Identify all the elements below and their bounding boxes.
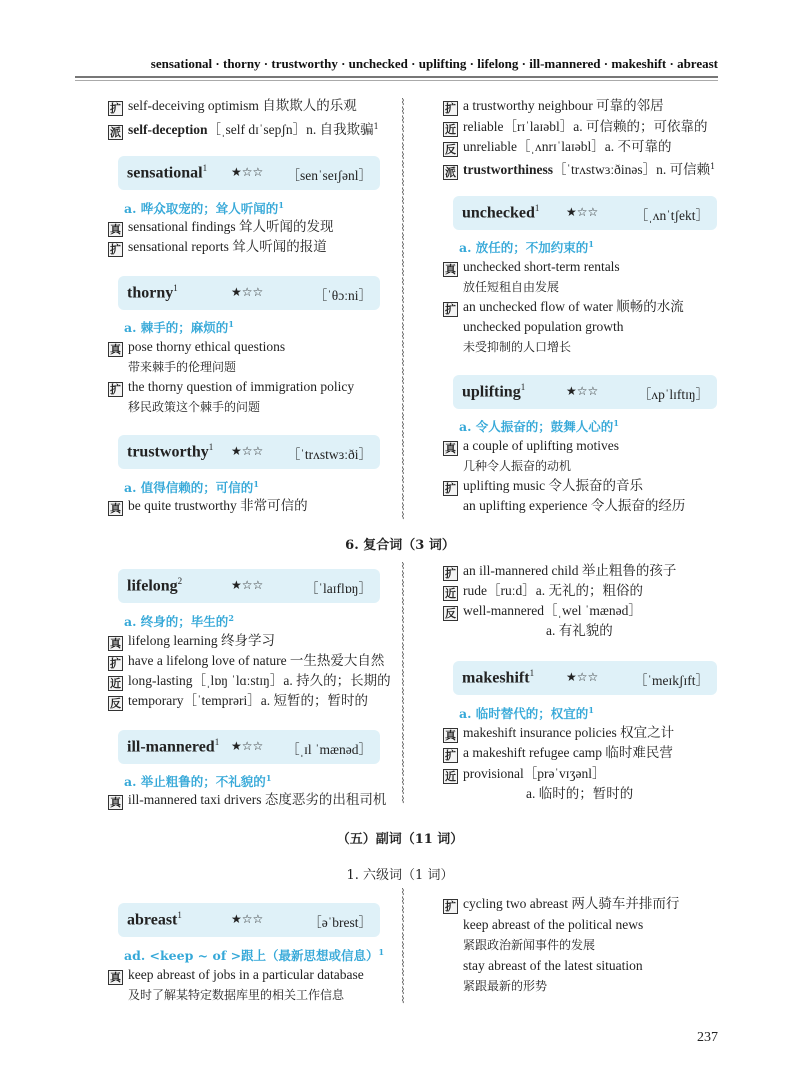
list-item: 真 be quite trustworthy 非常可信的	[110, 498, 308, 515]
list-item: 及时了解某特定数据库里的相关工作信息	[128, 988, 345, 1002]
list-item: 派 trustworthiness［ˈtrʌstwɜːðinəs］n. 可信赖$^1$	[445, 162, 716, 180]
tag-derived: 派	[110, 126, 121, 140]
sense-definition: a. 值得信赖的；可信的$^1$	[124, 478, 259, 495]
sense-definition: a. 放任的；不加约束的$^1$	[459, 238, 594, 255]
phonetic: ［ˈθɔːni］	[313, 288, 372, 303]
star-rating: ★☆☆	[566, 384, 599, 398]
list-item: 扩 an ill-mannered child 举止粗鲁的孩子	[445, 563, 677, 580]
entry-uplifting	[453, 375, 717, 409]
star-rating: ★☆☆	[231, 444, 264, 458]
list-item: a. 临时的；暂时的	[526, 786, 634, 801]
list-item: 扩 a makeshift refugee camp 临时难民营	[445, 745, 673, 762]
phonetic: ［ʌpˈlɪftɪŋ］	[637, 387, 709, 402]
list-item: 真 ill-mannered taxi drivers 态度恶劣的出租司机	[110, 792, 387, 809]
list-item: unchecked population growth	[463, 319, 624, 334]
star-rating: ★☆☆	[231, 165, 264, 179]
headword: lifelong$^2$	[127, 576, 183, 595]
header-rule-thin	[75, 80, 718, 81]
list-item: 近 reliable［rɪˈlaɪəbl］a. 可信赖的；可依靠的	[445, 119, 708, 136]
section-heading-adverb: （五）副词（11 词）	[336, 832, 464, 847]
list-item: 派 self-deception［ˌself dɪˈsepʃn］n. 自我欺骗$^1$	[110, 122, 379, 140]
tag-ext: 扩	[110, 102, 121, 115]
star-rating: ★☆☆	[231, 285, 264, 299]
sense-definition: a. 临时替代的；权宜的$^1$	[459, 704, 594, 721]
list-item: 反 well-mannered［ˌwel ˈmænəd］	[445, 603, 642, 620]
list-item: 近 provisional［prəˈvɪʒənl］	[445, 766, 606, 783]
list-item: 真 a couple of uplifting motives	[445, 438, 619, 455]
list-item: 带来棘手的伦理问题	[128, 360, 237, 374]
sense-definition: a. 棘手的；麻烦的$^1$	[124, 318, 234, 335]
list-item: stay abreast of the latest situation	[463, 958, 643, 973]
list-item: a. 有礼貌的	[546, 623, 613, 638]
star-rating: ★☆☆	[231, 578, 264, 592]
sense-definition: a. 终身的；毕生的$^2$	[124, 612, 234, 629]
list-item: 紧跟最新的形势	[463, 979, 548, 993]
star-rating: ★☆☆	[231, 739, 264, 753]
list-item: keep abreast of the political news	[463, 917, 644, 932]
star-rating: ★☆☆	[566, 205, 599, 219]
list-item: 真 keep abreast of jobs in a particular database	[110, 967, 364, 984]
list-item: 真 unchecked short-term rentals	[445, 259, 620, 276]
list-item: 反 unreliable［ˌʌnrɪˈlaɪəbl］a. 不可靠的	[445, 139, 672, 156]
headword: trustworthy$^1$	[127, 442, 214, 461]
list-item: 扩 sensational reports 耸人听闻的报道	[110, 239, 327, 256]
headword: makeshift$^1$	[462, 668, 535, 687]
entry-thorny	[118, 276, 380, 310]
list-item: 扩 cycling two abreast 两人骑车并排而行	[445, 896, 680, 913]
list-item: 未受抑制的人口增长	[463, 340, 572, 354]
phonetic: ［senˈseɪʃənl］	[286, 168, 372, 183]
section-heading-level6: 1. 六级词（1 词）	[346, 868, 454, 883]
sense-definition: a. 哗众取宠的；耸人听闻的$^1$	[124, 199, 284, 216]
entry-abreast	[118, 903, 380, 937]
column-divider: ⌇ ⌇ ⌇ ⌇ ⌇ ⌇ ⌇ ⌇ ⌇ ⌇ ⌇ ⌇ ⌇	[400, 888, 406, 1006]
list-item: 放任短租自由发展	[463, 280, 560, 294]
list-item: 扩 self-deceiving optimism 自欺欺人的乐观	[110, 98, 357, 115]
list-item: 扩 the thorny question of immigration policy	[110, 379, 355, 396]
header-rule	[75, 76, 718, 78]
list-item: 真 lifelong learning 终身学习	[110, 633, 275, 650]
sense-definition: ad. <keep ~ of >跟上（最新思想或信息）$^1$	[124, 946, 385, 963]
phonetic: ［ˈtrʌstwɜːði］	[286, 447, 372, 462]
list-item: 真 pose thorny ethical questions	[110, 339, 286, 356]
phonetic: ［ˌʌnˈtʃekt］	[634, 208, 709, 223]
entry-makeshift	[453, 661, 717, 695]
running-header: sensational · thorny · trustworthy · unchecked · uplifting · lifelong · ill-mannered · makeshift · abreast	[150, 56, 718, 71]
list-item: 真 sensational findings 耸人听闻的发现	[110, 219, 334, 236]
column-divider: ⌇ ⌇ ⌇ ⌇ ⌇ ⌇ ⌇ ⌇ ⌇ ⌇ ⌇ ⌇ ⌇ ⌇ ⌇ ⌇ ⌇ ⌇ ⌇ ⌇ ⌇ ⌇ ⌇ ⌇ ⌇ ⌇ ⌇ ⌇ ⌇ ⌇ ⌇ ⌇ ⌇ ⌇ ⌇ ⌇ ⌇ ⌇ ⌇ ⌇ ⌇ ⌇ ⌇ ⌇ ⌇ ⌇ ⌇	[400, 98, 406, 522]
entry-unchecked	[453, 196, 717, 230]
list-item: 近 rude［ruːd］a. 无礼的；粗俗的	[445, 583, 643, 600]
section-heading-compound: 6. 复合词（3 词）	[345, 538, 455, 553]
entry-sensational	[118, 156, 380, 190]
phonetic: ［ˈlaɪflɒŋ］	[305, 581, 372, 596]
star-rating: ★☆☆	[231, 912, 264, 926]
headword: sensational$^1$	[127, 163, 208, 182]
entry-trustworthy	[118, 435, 380, 469]
headword: ill-mannered$^1$	[127, 737, 220, 756]
list-item: 近 long-lasting［ˌlɒŋ ˈlɑːstɪŋ］a. 持久的；长期的	[110, 673, 391, 690]
star-rating: ★☆☆	[566, 670, 599, 684]
headword: uplifting$^1$	[462, 382, 526, 401]
sense-definition: a. 令人振奋的；鼓舞人心的$^1$	[459, 417, 619, 434]
list-item: 扩 uplifting music 令人振奋的音乐	[445, 478, 643, 495]
headword: thorny$^1$	[127, 283, 178, 302]
entry-lifelong	[118, 569, 380, 603]
phonetic: ［ˌɪl ˈmænəd］	[286, 742, 372, 757]
sense-definition: a. 举止粗鲁的；不礼貌的$^1$	[124, 772, 272, 789]
list-item: 扩 an unchecked flow of water 顺畅的水流	[445, 299, 684, 316]
list-item: 真 makeshift insurance policies 权宜之计	[445, 725, 675, 742]
page-number: 237	[697, 1030, 718, 1045]
phonetic: ［əˈbrest］	[308, 915, 372, 930]
column-divider: ⌇ ⌇ ⌇ ⌇ ⌇ ⌇ ⌇ ⌇ ⌇ ⌇ ⌇ ⌇ ⌇ ⌇ ⌇ ⌇ ⌇ ⌇ ⌇ ⌇ ⌇ ⌇ ⌇ ⌇ ⌇ ⌇ ⌇	[400, 562, 406, 806]
list-item: 移民政策这个棘手的问题	[128, 400, 261, 414]
headword: unchecked$^1$	[462, 203, 540, 222]
list-item: 紧跟政治新闻事件的发展	[463, 938, 596, 952]
list-item: 几种令人振奋的动机	[463, 459, 572, 473]
list-item: 反 temporary［ˈtemprəri］a. 短暂的；暂时的	[110, 693, 368, 710]
entry-ill-mannered	[118, 730, 380, 764]
list-item: 扩 a trustworthy neighbour 可靠的邻居	[445, 98, 664, 115]
phonetic: ［ˈmeɪkʃɪft］	[634, 673, 709, 688]
list-item: an uplifting experience 令人振奋的经历	[463, 498, 686, 513]
headword: abreast$^1$	[127, 910, 182, 929]
list-item: 扩 have a lifelong love of nature 一生热爱大自然	[110, 653, 385, 670]
